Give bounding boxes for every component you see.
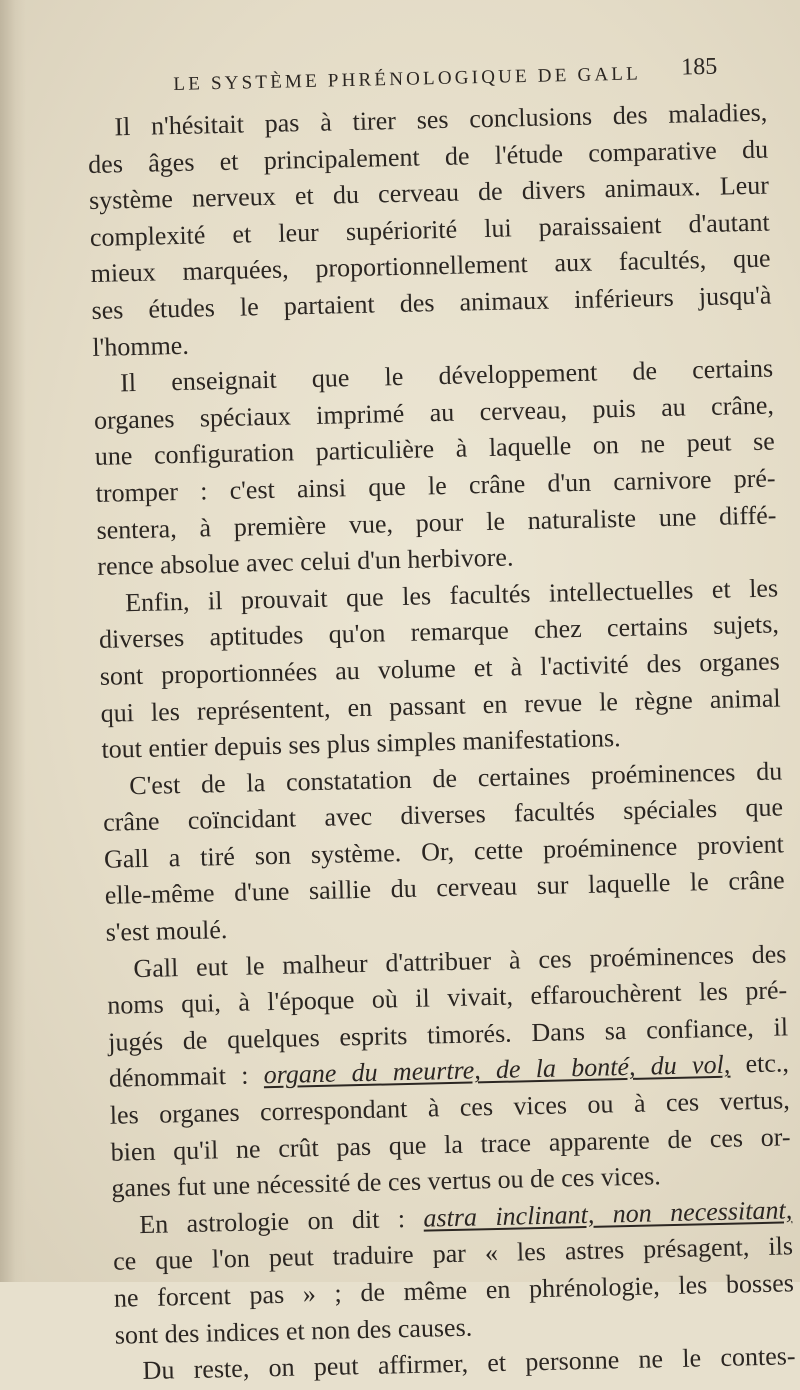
text-line: sentera, à première vue, pour le naturaliste une diffé- (96, 499, 777, 545)
italic-phrase: astra inclinant, non necessitant, (423, 1195, 793, 1233)
text-line: mieux marquées, proportionnellement aux facultés, que (90, 243, 771, 289)
text-line: ganes fut une nécessité de ces vertus ou de ces vices. (111, 1161, 662, 1203)
text-line: l'homme. (92, 330, 190, 362)
text-line: jugés de quelques esprits timorés. Dans sa confiance, il (107, 1012, 789, 1057)
body-text (87, 95, 796, 1390)
text-line: Il enseignait que le développement de certains (119, 353, 774, 398)
running-title: LE SYSTÈME PHRÉNOLOGIQUE DE GALL (173, 63, 642, 95)
text-line: ne forcent pas » ; de même en phrénologie, les bosses (113, 1268, 795, 1313)
text-line: une configuration particulière à laquelle on ne peut se (94, 426, 776, 472)
text-line: tout entier depuis ses plus simples manifestations. (101, 723, 621, 764)
text-run: En astrologie on dit : (138, 1203, 424, 1239)
text-line: tromper : c'est ainsi que le crâne d'un carnivore pré- (95, 463, 776, 508)
text-run: dénommait : (108, 1060, 265, 1094)
text-line: qui les représentent, en passant en revue le règne animal (100, 682, 781, 728)
text-line: rence absolue avec celui d'un herbivore. (97, 542, 514, 582)
text-line: ce que l'on peut traduire par « les astres présagent, ils (112, 1231, 794, 1277)
text-line: Enfin, il prouvait que les facultés intellectuelles et les (124, 573, 779, 617)
italic-phrase: organe du meurtre, de la bonté, du vol, (263, 1050, 731, 1090)
text-line: elle-même d'une saillie du cerveau sur laquelle le crâne (104, 865, 785, 911)
text-line: des âges et principalement de l'étude comparative du (87, 134, 769, 179)
text-line: Gall a tiré son système. Or, cette proéminence provient (103, 829, 785, 874)
text-line: Du reste, on peut affirmer, et personne ne le contes- (142, 1341, 796, 1386)
text-line: Gall eut le malheur d'attribuer à ces proéminences des (133, 939, 787, 983)
text-line: sont des indices et non des causes. (114, 1312, 473, 1350)
text-line: ses études le partaient des animaux inférieurs jusqu'à (91, 280, 772, 325)
text-line: sont proportionnées au volume et à l'activité des organes (99, 646, 781, 691)
text-line: Il n'hésitait pas à tirer ses conclusions des maladies, (114, 97, 768, 142)
page-gutter-shadow (0, 0, 26, 1282)
text-line: système nerveux et du cerveau de divers animaux. Leur (88, 170, 770, 216)
text-line: s'est moulé. (105, 915, 228, 947)
text-line: bien qu'il ne crût pas que la trace apparente de ces or- (110, 1121, 791, 1167)
text-line: C'est de la constatation de certaines proéminences du (129, 756, 783, 800)
text-run: etc., (729, 1048, 790, 1080)
text-line: diverses aptitudes qu'on remarque chez certains sujets, (98, 609, 780, 655)
text-line: noms qui, à l'époque où il vivait, effarouchèrent les pré- (106, 975, 788, 1021)
text-line: crâne coïncidant avec diverses facultés spéciales que (102, 792, 784, 838)
text-line: les organes correspondant à ces vices ou à ces vertus, (109, 1085, 790, 1130)
text-line: organes spéciaux imprimé au cerveau, puis au crâne, (93, 390, 775, 435)
page-number: 185 (680, 53, 718, 81)
text-line: complexité et leur supériorité lui paraissaient d'autant (89, 207, 771, 252)
